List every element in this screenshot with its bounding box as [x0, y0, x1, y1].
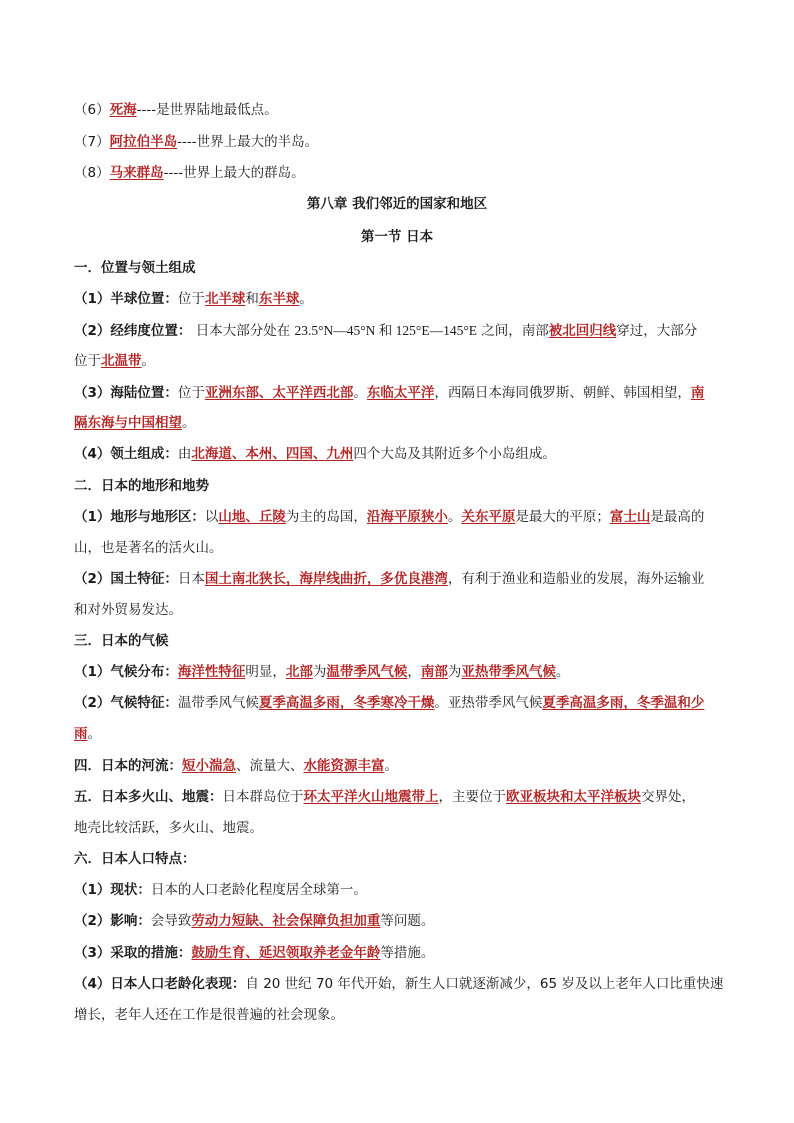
paragraph-territory-features-cont: 和对外贸易发达。: [74, 602, 182, 618]
text: 等措施。: [380, 945, 435, 961]
para-label: （3）海陆位置：: [74, 385, 178, 401]
key-term: 山地、丘陵: [218, 509, 286, 525]
list-item-7: [74, 133, 318, 151]
section-heading-population: 六．日本人口特点：: [74, 851, 196, 867]
para-label: （4）领土组成：: [74, 446, 178, 462]
text: 由: [177, 446, 192, 462]
paragraph-hemisphere: [74, 290, 313, 308]
text: 。: [182, 415, 196, 431]
key-term: 富士山: [609, 509, 651, 525]
key-term: 国土南北狭长，海岸线曲折，多优良港湾: [204, 571, 448, 587]
key-term: 北海道、本州、四国、九州: [191, 446, 354, 462]
paragraph-rivers: [74, 757, 398, 775]
text: 是最高的: [650, 509, 705, 525]
list-item-8: [74, 164, 305, 182]
section-heading-rivers: 四．日本的河流：: [74, 758, 182, 774]
paragraph-volcanoes-cont: 地壳比较活跃，多火山、地震。: [74, 820, 263, 836]
text: 位于: [74, 353, 101, 369]
text: ，有利于渔业和造船业的发展，海外运输业: [447, 571, 705, 587]
list-item-6: [74, 101, 278, 119]
paragraph-climate-features: [74, 694, 704, 712]
paragraph-coordinates: [74, 322, 697, 340]
item-text: ----世界上最大的半岛。: [177, 134, 319, 150]
key-term: 夏季高温多雨，冬季温和少: [542, 695, 705, 711]
paragraph-population-status: [74, 881, 367, 899]
section-heading-terrain: 二．日本的地形和地势: [74, 478, 209, 494]
text: 。: [555, 664, 570, 680]
chapter-title: 第八章 我们邻近的国家和地区: [306, 196, 488, 212]
key-term: 北部: [285, 664, 313, 680]
para-label: （2）国土特征：: [74, 571, 178, 587]
paragraph-landforms-cont: 山，也是著名的活火山。: [74, 540, 223, 556]
text: ，主要位于: [438, 789, 506, 805]
text: 日本大部分处在: [191, 323, 295, 339]
text: 。: [87, 726, 101, 742]
para-label: （1）半球位置：: [74, 291, 178, 307]
key-term: 雨: [74, 726, 88, 742]
para-label: （1）地形与地形区：: [74, 509, 205, 525]
text: 、流量大、: [236, 758, 304, 774]
paragraph-population-measures: [74, 944, 434, 962]
paragraph-population-impact: [74, 912, 434, 930]
key-term: 温带季风气候: [326, 664, 408, 680]
text: 位于: [177, 291, 205, 307]
key-term: 被北回归线: [548, 323, 617, 339]
key-term: 阿拉伯半岛: [109, 134, 178, 150]
paragraph-landforms: [74, 508, 704, 526]
key-term: 海洋性特征: [177, 664, 246, 680]
text: 等问题。: [380, 913, 435, 929]
text: 会导致: [150, 913, 192, 929]
text: 。: [141, 353, 155, 369]
text: 温带季风气候: [177, 695, 259, 711]
text: 明显，: [245, 664, 286, 680]
text: 为: [447, 664, 462, 680]
key-term: 关东平原: [461, 509, 516, 525]
para-label: （2）气候特征：: [74, 695, 178, 711]
key-term: 欧亚板块和太平洋板块: [506, 789, 641, 805]
para-label: （1）现状：: [74, 882, 151, 898]
section-title: 第一节 日本: [360, 229, 434, 245]
key-term: 夏季高温多雨，冬季寒冷干燥: [258, 695, 435, 711]
para-label: （2）影响：: [74, 913, 151, 929]
section-heading-location: 一．位置与领土组成: [74, 260, 196, 276]
text: 是最大的平原；: [515, 509, 610, 525]
para-label: （4）日本人口老龄化表现：: [74, 976, 246, 992]
text: 和: [245, 291, 259, 307]
item-number: （7）: [74, 134, 110, 150]
text: 为主的岛国，: [285, 509, 367, 525]
paragraph-volcanoes: [74, 788, 695, 806]
text: 自 20 世纪 70 年代开始，新生人口就逐渐减少，65 岁及以上老年人口比重快速: [245, 976, 724, 992]
key-term: 东临太平洋: [366, 385, 435, 401]
text: 日本的人口老龄化程度居全球第一。: [150, 882, 367, 898]
key-term: 南: [690, 385, 705, 401]
text: 为: [312, 664, 327, 680]
key-term: 水能资源丰富: [303, 758, 385, 774]
text: 。: [384, 758, 398, 774]
key-term: 鼓励生育、延迟领取养老金年龄: [191, 945, 381, 961]
paragraph-territory-features: [74, 570, 704, 588]
text: 以: [204, 509, 219, 525]
key-term: 南部: [420, 664, 448, 680]
key-term: 北温带: [101, 353, 142, 369]
coordinates-text: 23.5°N—45°N 和 125°E—145°E: [294, 323, 477, 338]
key-term: 亚热带季风气候: [461, 664, 556, 680]
text: 。: [353, 385, 367, 401]
text: 之间，南部: [476, 323, 549, 339]
section-heading-climate: 三．日本的气候: [74, 633, 169, 649]
key-term: 沿海平原狭小: [366, 509, 448, 525]
key-term: 马来群岛: [109, 165, 164, 181]
paragraph-sea-land-cont: [74, 414, 196, 432]
text: 。亚热带季风气候: [434, 695, 543, 711]
para-label: （1）气候分布：: [74, 664, 178, 680]
paragraph-territory: [74, 445, 556, 463]
paragraph-coordinates-cont: [74, 352, 155, 370]
para-label: （3）采取的措施：: [74, 945, 192, 961]
item-text: ----是世界陆地最低点。: [136, 102, 278, 118]
paragraph-climate-distribution: [74, 663, 569, 681]
text: 四个大岛及其附近多个小岛组成。: [353, 446, 556, 462]
paragraph-sea-land: [74, 384, 704, 402]
key-term: 短小湍急: [182, 758, 236, 774]
text: 日本群岛位于: [222, 789, 304, 805]
key-term: 环太平洋火山地震带上: [303, 789, 439, 805]
key-term: 隔东海与中国相望: [74, 415, 182, 431]
key-term: 北半球: [204, 291, 246, 307]
text: 交界处，: [641, 789, 695, 805]
item-number: （8）: [74, 165, 110, 181]
item-number: （6）: [74, 102, 110, 118]
item-text: ----世界上最大的群岛。: [163, 165, 305, 181]
text: 日本: [177, 571, 205, 587]
para-label: （2）经纬度位置：: [74, 323, 192, 339]
key-term: 劳动力短缺、社会保障负担加重: [191, 913, 381, 929]
text: 。: [299, 291, 313, 307]
paragraph-climate-features-cont: [74, 725, 101, 743]
key-term: 亚洲东部、太平洋西北部: [204, 385, 354, 401]
paragraph-population-aging: [74, 975, 723, 993]
section-heading-volcanoes: 五．日本多火山、地震：: [74, 789, 223, 805]
text: 。: [447, 509, 462, 525]
paragraph-population-aging-cont: 增长，老年人还在工作是很普遍的社会现象。: [74, 1007, 344, 1023]
text: ，西隔日本海同俄罗斯、朝鲜、韩国相望，: [434, 385, 691, 401]
text: ，: [407, 664, 421, 680]
key-term: 东半球: [258, 291, 300, 307]
text: 穿过，大部分: [616, 323, 698, 339]
text: 位于: [177, 385, 205, 401]
key-term: 死海: [109, 102, 137, 118]
